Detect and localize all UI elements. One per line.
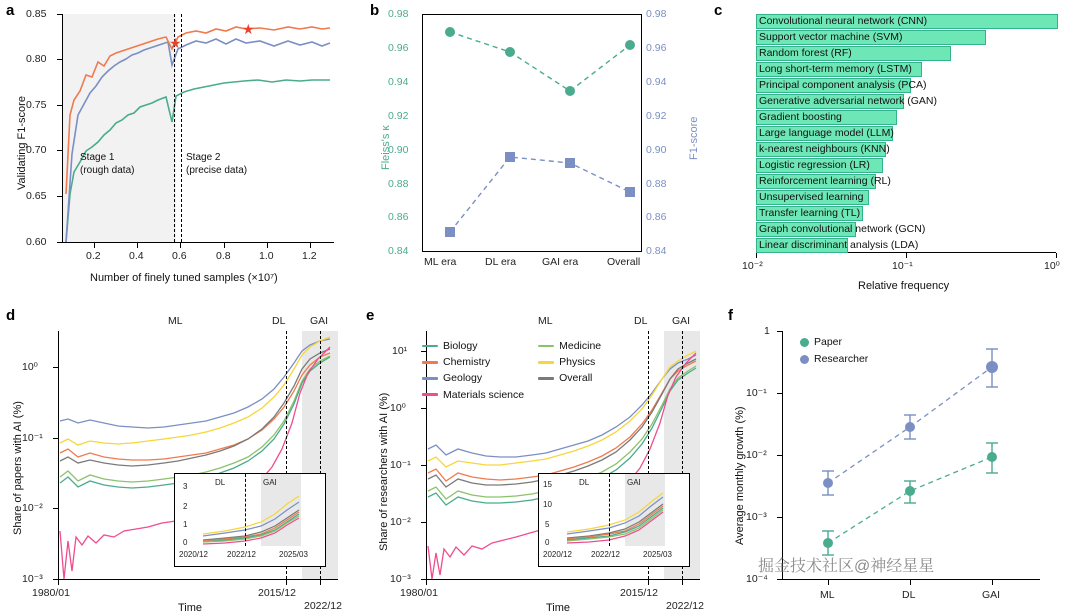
- panel-d-inset: [174, 473, 326, 567]
- panel-b-ytick-right: 0.92: [646, 110, 667, 122]
- legend-item-overall: [538, 371, 601, 385]
- panel-e-xlabel: Time: [546, 602, 571, 614]
- panel-e-ytick: [421, 408, 426, 409]
- bar-label: Principal component analysis (PCA): [759, 79, 927, 91]
- panel-a-xaxis: [62, 242, 334, 243]
- panel-f-plot: [782, 331, 1040, 579]
- panel-a-xtick-label: 0.2: [86, 250, 101, 262]
- panel-c-xtick-label: 10⁰: [1044, 260, 1060, 272]
- panel-b-ytick-right: 0.88: [646, 178, 667, 190]
- panel-a-xtick-label: 1.0: [259, 250, 274, 262]
- panel-a-star-marker-2: ★: [242, 21, 255, 37]
- panel-f-legend: [800, 335, 868, 366]
- panel-d-ytick-label: 10⁻¹: [22, 432, 43, 444]
- bar-label: Graph convolutional network (GCN): [759, 223, 926, 235]
- panel-d-inset-era-gai: GAI: [263, 478, 277, 487]
- panel-f-ytick-label: 10⁻⁴: [746, 573, 768, 585]
- panel-f-xaxis: [782, 579, 1040, 580]
- panel-d-era-gai: GAI: [310, 315, 329, 327]
- panel-e-inset-divider: [609, 474, 610, 546]
- panel-b-ytick-left: 0.92: [388, 110, 409, 122]
- legend-label: Chemistry: [443, 356, 491, 369]
- panel-e-inset-xtick: 2022/12: [591, 550, 620, 559]
- panel-f-xtick: [910, 580, 911, 585]
- panel-c-xtick-label: 10⁻²: [742, 260, 763, 272]
- panel-f-ytick: [777, 579, 782, 580]
- panel-a-xtick: [310, 243, 311, 248]
- panel-a-ytick: [57, 14, 62, 15]
- panel-a-star-marker-1: ★: [169, 35, 182, 51]
- panel-a-ytick: [57, 59, 62, 60]
- panel-b-ytick-right: 0.90: [646, 144, 667, 156]
- bar-label: Support vector machine (SVM): [759, 31, 903, 43]
- panel-e-ytick-label: 10⁻²: [390, 516, 411, 528]
- panel-d-inset-ytick: 1: [183, 520, 188, 529]
- bar-label: Unsupervised learning: [759, 191, 864, 203]
- bar-label: Transfer learning (TL): [759, 207, 861, 219]
- panel-e-ytick: [421, 522, 426, 523]
- panel-d-ylabel: Share of papers with AI (%): [12, 401, 24, 535]
- panel-a-lines: [62, 14, 334, 242]
- panel-d-inset-ytick: 3: [183, 482, 188, 491]
- panel-c-plot: [756, 12, 1056, 252]
- panel-e-inset-ytick: 5: [545, 520, 550, 529]
- panel-d-inset-era-dl: DL: [215, 478, 226, 487]
- panel-a-xtick: [180, 243, 181, 248]
- panel-d-ytick: [53, 508, 58, 509]
- panel-e-inset-xtick: 2020/12: [543, 550, 572, 559]
- legend-label: Paper: [814, 336, 843, 348]
- panel-e-inset: [538, 473, 690, 567]
- panel-b-ytick-left: 0.86: [388, 211, 409, 223]
- legend-swatch: [422, 345, 438, 348]
- legend-label: Biology: [443, 340, 478, 352]
- panel-e: [360, 305, 720, 616]
- panel-d-ytick-label: 10⁰: [22, 361, 38, 373]
- legend-label: Overall: [559, 372, 593, 385]
- legend-item-physics: [538, 355, 601, 369]
- panel-a-ytick-label: 0.85: [26, 8, 47, 20]
- legend-item-paper: [800, 335, 868, 349]
- panel-e-xaxis: [426, 579, 700, 580]
- panel-a-annot2-line2: (precise data): [186, 164, 248, 176]
- legend-swatch: [422, 393, 438, 396]
- panel-f-ytick-label: 1: [764, 325, 770, 337]
- panel-e-ylabel: Share of researchers with AI (%): [378, 392, 390, 551]
- panel-f-ylabel: Average monthly growth (%): [734, 406, 746, 545]
- panel-a-ytick: [57, 105, 62, 106]
- panel-b-xtick-label: DL era: [485, 256, 517, 268]
- panel-f-ytick-label: 10⁻²: [746, 449, 767, 461]
- panel-f-ytick: [777, 517, 782, 518]
- panel-b-ytick-right: 0.98: [646, 8, 667, 20]
- panel-a-annot1-line1: Stage 1: [80, 152, 115, 163]
- panel-a-xtick-label: 0.8: [216, 250, 231, 262]
- panel-b-ytick-right: 0.84: [646, 245, 667, 257]
- panel-a-letter: a: [6, 2, 15, 19]
- panel-d-xtick: [320, 580, 321, 585]
- panel-d-ytick: [53, 438, 58, 439]
- legend-swatch: [538, 361, 554, 364]
- legend-label: Geology: [443, 372, 483, 385]
- panel-f-xtick-label: ML: [820, 589, 835, 601]
- panel-e-xtick: [682, 580, 683, 585]
- legend-item-biology: [422, 339, 524, 353]
- panel-d-plot: [58, 331, 338, 579]
- panel-e-legend: [422, 339, 601, 402]
- panel-f-ytick-label: 10⁻³: [746, 511, 767, 523]
- panel-f-letter: f: [728, 307, 733, 324]
- panel-f: [720, 305, 1080, 616]
- panel-a-xtick: [137, 243, 138, 248]
- panel-d-xtick-label: 2015/12: [258, 587, 296, 599]
- legend-dot: [800, 338, 809, 347]
- panel-a-xtick: [224, 243, 225, 248]
- panel-d-inset-xtick: 2025/03: [279, 550, 308, 559]
- panel-a-ytick: [57, 196, 62, 197]
- panel-a-plot: [62, 14, 334, 242]
- legend-swatch: [422, 377, 438, 380]
- panel-d-inset-ytick: 2: [183, 502, 188, 511]
- panel-d-ytick-label: 10⁻³: [22, 573, 43, 585]
- panel-d-xtick-label: 1980/01: [32, 587, 70, 599]
- bar-label: Reinforcement learning (RL): [759, 175, 891, 187]
- panel-c-xtick: [1056, 253, 1057, 258]
- bar-label: k-nearest neighbours (KNN): [759, 143, 890, 155]
- panel-d-inset-xtick: 2020/12: [179, 550, 208, 559]
- panel-a-ytick-label: 0.60: [26, 236, 47, 248]
- panel-a-ylabel: Validating F1-score: [16, 96, 28, 190]
- panel-a-xtick-label: 0.4: [129, 250, 144, 262]
- legend-item-chemistry: [422, 355, 524, 369]
- panel-d-letter: d: [6, 307, 16, 324]
- panel-d-xlabel: Time: [178, 602, 203, 614]
- panel-a-ytick: [57, 242, 62, 243]
- panel-b-ytick-left: 0.94: [388, 76, 409, 88]
- legend-swatch: [538, 345, 554, 348]
- panel-e-ytick-label: 10⁻¹: [390, 459, 411, 471]
- panel-e-xtick: [648, 580, 649, 585]
- panel-e-ytick-label: 10⁻³: [390, 573, 411, 585]
- panel-f-ytick: [777, 393, 782, 394]
- panel-b-ytick-left: 0.98: [388, 8, 409, 20]
- panel-c-xtick-label: 10⁻¹: [892, 260, 913, 272]
- panel-c-xtick: [906, 253, 907, 258]
- panel-b-xtick-label: GAI era: [542, 256, 579, 268]
- panel-e-xtick-label: 1980/01: [400, 587, 438, 599]
- panel-f-xtick: [992, 580, 993, 585]
- panel-e-xtick-label: 2015/12: [620, 587, 658, 599]
- legend-dot: [800, 355, 809, 364]
- panel-d-era-ml: ML: [168, 315, 183, 327]
- panel-d-inset-ytick: 0: [183, 538, 188, 547]
- panel-e-era-gai: GAI: [672, 315, 691, 327]
- panel-f-series: [782, 331, 1040, 579]
- panel-a-annotation-stage1: [80, 152, 134, 177]
- legend-item-medicine: [538, 339, 601, 353]
- panel-b-plot: [422, 14, 642, 252]
- panel-e-xtick: [426, 580, 427, 585]
- panel-e-ytick-label: 10⁰: [390, 402, 406, 414]
- panel-e-era-ml: ML: [538, 315, 553, 327]
- panel-e-letter: e: [366, 307, 375, 324]
- panel-a-ytick: [57, 150, 62, 151]
- panel-b-ytick-left: 0.84: [388, 245, 409, 257]
- panel-d-era-dl: DL: [272, 315, 286, 327]
- panel-d-xaxis: [58, 579, 338, 580]
- panel-c-letter: c: [714, 2, 723, 19]
- panel-d-xtick: [286, 580, 287, 585]
- panel-a-xtick: [267, 243, 268, 248]
- panel-e-inset-ytick: 0: [545, 538, 550, 547]
- legend-item-geology: [422, 371, 524, 385]
- bar-label: Generative adversarial network (GAN): [759, 95, 937, 107]
- panel-e-era-dl: DL: [634, 315, 648, 327]
- panel-c-xlabel: Relative frequency: [858, 280, 950, 292]
- panel-e-inset-ytick: 15: [543, 480, 552, 489]
- bar-label: Logistic regression (LR): [759, 159, 870, 171]
- bar-label: Gradient boosting: [759, 111, 842, 123]
- panel-b-ytick-left: 0.88: [388, 178, 409, 190]
- panel-a-annot2-line1: Stage 2: [186, 152, 221, 163]
- panel-d: [0, 305, 360, 616]
- panel-e-inset-era-gai: GAI: [627, 478, 641, 487]
- panel-e-inset-ytick: 10: [543, 500, 552, 509]
- panel-c-xtick: [756, 253, 757, 258]
- panel-e-ytick: [421, 465, 426, 466]
- panel-b-ylabel-left: Fleiss's κ: [380, 125, 392, 170]
- panel-a-xlabel: Number of finely tuned samples (×10⁷): [90, 272, 278, 284]
- panel-f-ytick-label: 10⁻¹: [746, 387, 767, 399]
- panel-f-xtick-label: DL: [902, 589, 916, 601]
- panel-f-ytick: [777, 455, 782, 456]
- watermark: 掘金技术社区@神经星星: [758, 558, 935, 575]
- legend-item-materials-science: [422, 388, 524, 402]
- panel-e-xtick-label: 2022/12: [666, 600, 704, 612]
- panel-a: [0, 0, 360, 300]
- panel-e-plot: [426, 331, 700, 579]
- panel-a-ytick-label: 0.80: [26, 53, 47, 65]
- panel-f-ytick: [777, 331, 782, 332]
- panel-c: [710, 0, 1080, 300]
- bar-label: Linear discriminant analysis (LDA): [759, 239, 919, 251]
- panel-b-ytick-right: 0.86: [646, 211, 667, 223]
- panel-a-ytick-label: 0.70: [26, 144, 47, 156]
- legend-item-researcher: [800, 352, 868, 366]
- panel-b-series: [423, 15, 641, 251]
- panel-d-inset-xtick: 2022/12: [227, 550, 256, 559]
- legend-swatch: [422, 361, 438, 364]
- panel-b: [360, 0, 710, 300]
- panel-e-ytick: [421, 351, 426, 352]
- panel-e-ytick-label: 10¹: [392, 345, 408, 357]
- panel-b-ytick-right: 0.96: [646, 42, 667, 54]
- legend-label: Materials science: [443, 388, 525, 401]
- panel-e-inset-xtick: 2025/03: [643, 550, 672, 559]
- panel-b-ytick-left: 0.96: [388, 42, 409, 54]
- panel-f-xtick: [828, 580, 829, 585]
- panel-b-xtick-label: Overall: [607, 256, 641, 268]
- legend-label: Medicine: [559, 340, 602, 352]
- panel-b-xtick-label: ML era: [424, 256, 457, 268]
- panel-b-ytick-left: 0.90: [388, 144, 409, 156]
- bar-label: Long short-term memory (LSTM): [759, 63, 912, 75]
- panel-a-ytick-label: 0.75: [26, 99, 47, 111]
- legend-label: Physics: [559, 356, 596, 369]
- panel-a-ytick-label: 0.65: [26, 190, 47, 202]
- panel-a-annotation-stage2: [186, 152, 247, 177]
- panel-f-xtick-label: GAI: [982, 589, 1001, 601]
- panel-d-ytick: [53, 367, 58, 368]
- bar-label: Random forest (RF): [759, 47, 852, 59]
- panel-a-annot1-line2: (rough data): [80, 164, 135, 176]
- panel-b-ytick-right: 0.94: [646, 76, 667, 88]
- bar-label: Convolutional neural network (CNN): [759, 15, 928, 27]
- panel-a-xtick: [94, 243, 95, 248]
- panel-d-xtick: [58, 580, 59, 585]
- legend-swatch: [538, 377, 554, 380]
- panel-a-xtick-label: 0.6: [172, 250, 187, 262]
- panel-d-ytick-label: 10⁻²: [22, 502, 43, 514]
- legend-label: Researcher: [814, 353, 869, 366]
- panel-d-xtick-label: 2022/12: [304, 600, 342, 612]
- panel-d-inset-divider: [245, 474, 246, 546]
- panel-e-inset-era-dl: DL: [579, 478, 590, 487]
- bar-label: Large language model (LLM): [759, 127, 894, 139]
- panel-b-letter: b: [370, 2, 380, 19]
- panel-a-xtick-label: 1.2: [302, 250, 317, 262]
- panel-b-ylabel-right: F1-score: [688, 116, 700, 160]
